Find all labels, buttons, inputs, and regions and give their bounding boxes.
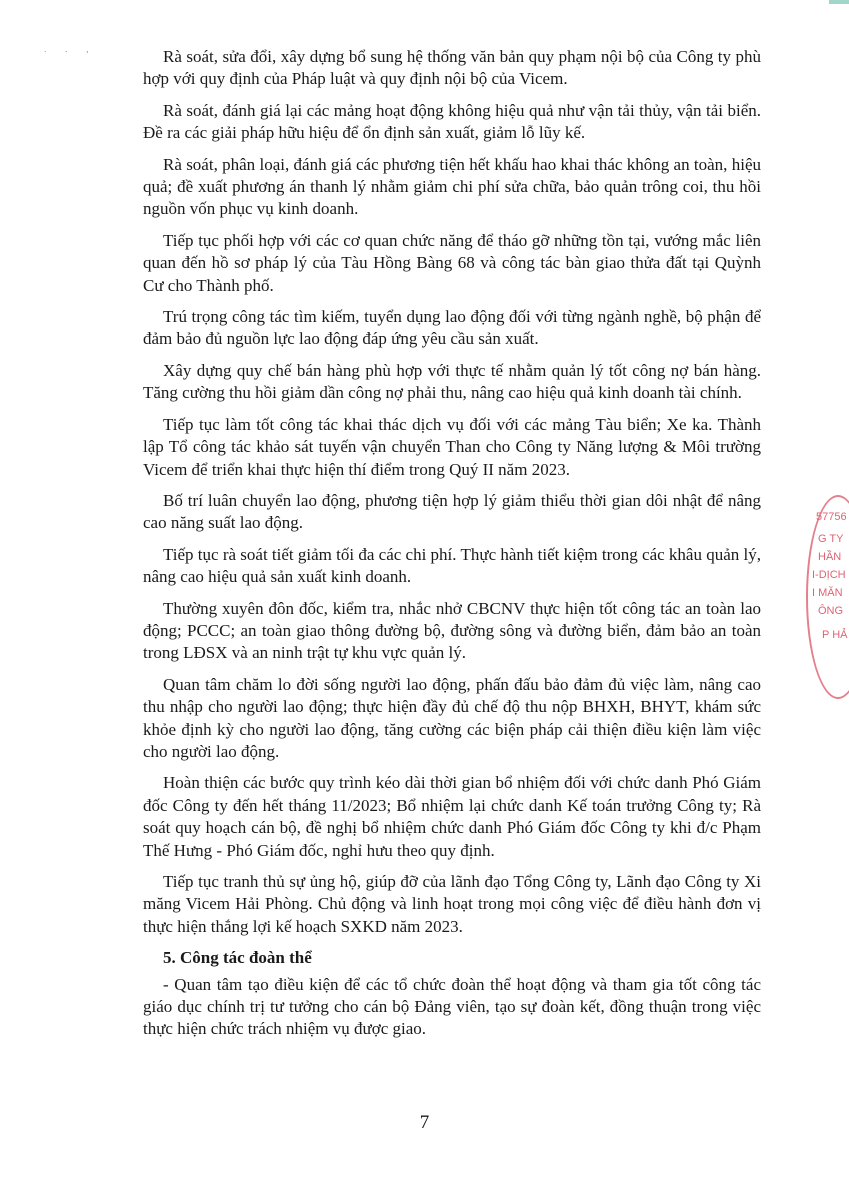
scan-artifact: . . , bbox=[44, 44, 97, 54]
stamp-line: P HẢ bbox=[822, 629, 848, 641]
page-number: 7 bbox=[419, 1112, 430, 1133]
section-paragraph: - Quan tâm tạo điều kiện để các tổ chức đoàn thể hoạt động và tham gia tốt công tác giáo dục chính trị tư tưởng cho cán bộ Đảng viên, tạo sự đoàn kết, đồng thuận trong việc thực hiện chức trách nhiệm vụ được giao. bbox=[143, 974, 761, 1039]
stamp-line: G TY bbox=[818, 533, 844, 545]
company-seal-stamp bbox=[806, 495, 849, 699]
paragraph-7: Tiếp tục làm tốt công tác khai thác dịch vụ đối với các mảng Tàu biển; Xe ka. Thành lập Tổ công tác khảo sát tuyến vận chuyển Than cho Công ty Năng lượng & Môi trường Vicem để triển khai thực hiện thí điểm trong Quý II năm 2023. bbox=[143, 414, 761, 479]
paragraph-6: Xây dựng quy chế bán hàng phù hợp với thực tế nhằm quản lý tốt công nợ bán hàng. Tăng cường thu hồi giảm dần công nợ phải thu, nâng cao hiệu quả kinh doanh tài chính. bbox=[143, 360, 761, 403]
paragraph-8: Bố trí luân chuyển lao động, phương tiện hợp lý giảm thiểu thời gian dôi nhật để nâng cao năng suất lao động. bbox=[143, 490, 761, 533]
paragraph-11: Quan tâm chăm lo đời sống người lao động, phấn đấu bảo đảm đủ việc làm, nâng cao thu nhập cho người lao động; thực hiện đầy đủ chế độ thu nộp BHXH, BHYT, khám sức khỏe định kỳ cho người lao động, tăng cường các biện pháp cải thiện điều kiện làm việc cho người lao động. bbox=[143, 674, 761, 761]
document-body bbox=[143, 46, 761, 1050]
scan-edge-mark bbox=[829, 0, 849, 4]
stamp-line: HẦN bbox=[818, 551, 842, 563]
stamp-line: ÔNG bbox=[818, 605, 844, 617]
paragraph-4: Tiếp tục phối hợp với các cơ quan chức năng để tháo gỡ những tồn tại, vướng mắc liên quan đến hồ sơ pháp lý của Tàu Hồng Bàng 68 và công tác bàn giao thửa đất tại Quỳnh Cư cho Thành phố. bbox=[143, 230, 761, 295]
paragraph-2: Rà soát, đánh giá lại các mảng hoạt động không hiệu quả như vận tải thủy, vận tải biển. Đề ra các giải pháp hữu hiệu để ổn định sản xuất, giảm lỗ lũy kế. bbox=[143, 100, 761, 143]
paragraph-9: Tiếp tục rà soát tiết giảm tối đa các chi phí. Thực hành tiết kiệm trong các khâu quản lý, nâng cao hiệu quả sản xuất kinh doanh. bbox=[143, 544, 761, 587]
stamp-line: 57756 bbox=[816, 511, 847, 523]
paragraph-1: Rà soát, sửa đổi, xây dựng bổ sung hệ thống văn bản quy phạm nội bộ của Công ty phù hợp với quy định của Pháp luật và quy định nội bộ của Vicem. bbox=[143, 47, 761, 89]
paragraph-5: Trú trọng công tác tìm kiếm, tuyển dụng lao động đối với từng ngành nghề, bộ phận để đảm bảo đủ nguồn lực lao động đáp ứng yêu cầu sản xuất. bbox=[143, 307, 761, 349]
stamp-line: I MĂN bbox=[812, 587, 843, 599]
section-heading: 5. Công tác đoàn thể bbox=[163, 948, 312, 968]
stamp-line: I-DỊCH bbox=[812, 569, 846, 581]
paragraph-12: Hoàn thiện các bước quy trình kéo dài thời gian bổ nhiệm đối với chức danh Phó Giám đốc Công ty đến hết tháng 11/2023; Bổ nhiệm lại chức danh Kế toán trưởng Công ty; Rà soát quy hoạch cán bộ, đề nghị bổ nhiệm chức danh Phó Giám đốc Công ty khi đ/c Phạm Thế Hưng - Phó Giám đốc, nghỉ hưu theo quy định. bbox=[143, 773, 761, 860]
paragraph-10: Thường xuyên đôn đốc, kiểm tra, nhắc nhở CBCNV thực hiện tốt công tác an toàn lao động; PCCC; an toàn giao thông đường bộ, đường sông và đường biển, đảm bảo an toàn trong LĐSX và an ninh trật tự khu vực quản lý. bbox=[143, 598, 761, 663]
paragraph-3: Rà soát, phân loại, đánh giá các phương tiện hết khấu hao khai thác không an toàn, hiệu quả; đề xuất phương án thanh lý nhằm giảm chi phí sửa chữa, bảo quản trông coi, thu hồi nguồn vốn phục vụ kinh doanh. bbox=[143, 154, 761, 219]
paragraph-13: Tiếp tục tranh thủ sự ủng hộ, giúp đỡ của lãnh đạo Tổng Công ty, Lãnh đạo Công ty Xi măng Vicem Hải Phòng. Chủ động và linh hoạt trong mọi công việc để điều hành đơn vị thực hiện thắng lợi kế hoạch SXKD năm 2023. bbox=[143, 872, 761, 936]
